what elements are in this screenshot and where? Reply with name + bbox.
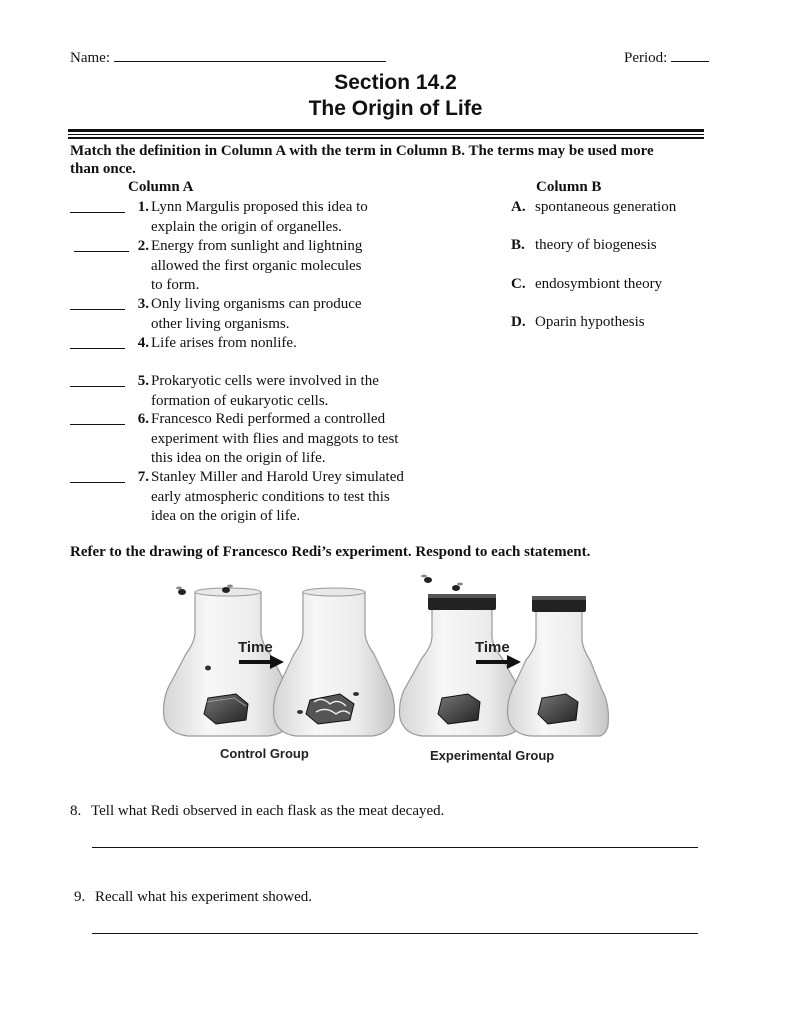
control-flask-end: [274, 588, 395, 736]
term-letter: B.: [511, 237, 525, 253]
item-text: explain the origin of organelles.: [151, 218, 342, 235]
term-text: Oparin hypothesis: [535, 314, 645, 330]
item-number: 1.: [137, 199, 149, 215]
item-text: formation of eukaryotic cells.: [151, 392, 329, 409]
item-number: 6.: [137, 411, 149, 427]
question-9: [74, 889, 312, 906]
item-text: early atmospheric conditions to test this: [151, 488, 390, 505]
title-rule-thin: [68, 134, 704, 135]
answer-blank-3[interactable]: [70, 309, 125, 310]
matching-instructions-2: than once.: [70, 161, 136, 177]
period-blank[interactable]: [671, 47, 709, 62]
experimental-flask-end: [508, 596, 609, 736]
title-rule-thick: [68, 129, 704, 132]
answer-blank-4[interactable]: [70, 348, 125, 349]
question-8: [70, 803, 444, 820]
fly-icon: [176, 587, 186, 596]
answer-line-9[interactable]: [92, 933, 698, 934]
item-text: experiment with flies and maggots to test: [151, 430, 399, 447]
time-label-control: Time: [238, 639, 273, 656]
redi-instructions: Refer to the drawing of Francesco Redi’s experiment. Respond to each statement.: [70, 544, 591, 560]
answer-blank-2[interactable]: [74, 251, 129, 252]
page-title: The Origin of Life: [308, 97, 483, 120]
fly-icon: [297, 710, 303, 714]
question-text: Tell what Redi observed in each flask as the meat decayed.: [91, 803, 445, 819]
term-letter: A.: [511, 199, 526, 215]
column-b-heading: Column B: [536, 179, 602, 195]
item-text: this idea on the origin of life.: [151, 450, 326, 466]
section-title: Section 14.2: [334, 71, 457, 94]
term-text: theory of biogenesis: [535, 237, 657, 253]
item-number: 3.: [137, 296, 149, 312]
item-number: 4.: [137, 335, 149, 351]
item-text: Stanley Miller and Harold Urey simulated: [151, 469, 404, 485]
fly-icon: [353, 692, 359, 696]
name-field: [70, 47, 386, 67]
answer-blank-5[interactable]: [70, 386, 125, 387]
term-letter: C.: [511, 276, 526, 292]
title-rule-thick-2: [68, 137, 704, 139]
name-blank[interactable]: [114, 47, 386, 62]
fly-icon: [236, 716, 241, 720]
fly-icon: [205, 666, 211, 671]
redi-experiment-figure: [150, 570, 610, 770]
term-text: spontaneous generation: [535, 199, 677, 215]
item-number: 7.: [137, 469, 149, 485]
answer-blank-6[interactable]: [70, 424, 125, 425]
item-text: Energy from sunlight and lightning: [151, 238, 363, 254]
question-text: Recall what his experiment showed.: [95, 889, 313, 905]
answer-blank-7[interactable]: [70, 482, 125, 483]
column-a-heading: Column A: [128, 179, 194, 195]
item-text: to form.: [151, 277, 200, 293]
question-number: 9.: [74, 889, 86, 905]
time-label-experimental: Time: [475, 639, 510, 656]
period-field: [624, 47, 709, 67]
period-label: Period:: [624, 50, 668, 66]
item-text: allowed the first organic molecules: [151, 257, 362, 274]
item-number: 2.: [137, 238, 149, 254]
term-letter: D.: [511, 314, 526, 330]
matching-instructions-1: Match the definition in Column A with the term in Column B. The terms may be used more: [70, 143, 654, 159]
answer-line-8[interactable]: [92, 847, 698, 848]
item-text: idea on the origin of life.: [151, 508, 301, 524]
answer-blank-1[interactable]: [70, 212, 125, 213]
item-text: Prokaryotic cells were involved in the: [151, 373, 379, 389]
item-text: Francesco Redi performed a controlled: [151, 411, 386, 427]
term-text: endosymbiont theory: [535, 276, 663, 292]
fly-icon: [421, 575, 432, 584]
experimental-group-caption: Experimental Group: [430, 748, 555, 763]
control-group-caption: Control Group: [220, 746, 309, 761]
item-text: Only living organisms can produce: [151, 296, 362, 312]
question-number: 8.: [70, 803, 82, 819]
fly-icon: [452, 583, 463, 592]
item-text: Life arises from nonlife.: [151, 335, 297, 351]
item-number: 5.: [137, 373, 149, 389]
item-text: other living organisms.: [151, 315, 290, 332]
item-text: Lynn Margulis proposed this idea to: [151, 199, 368, 215]
name-label: Name:: [70, 50, 110, 66]
